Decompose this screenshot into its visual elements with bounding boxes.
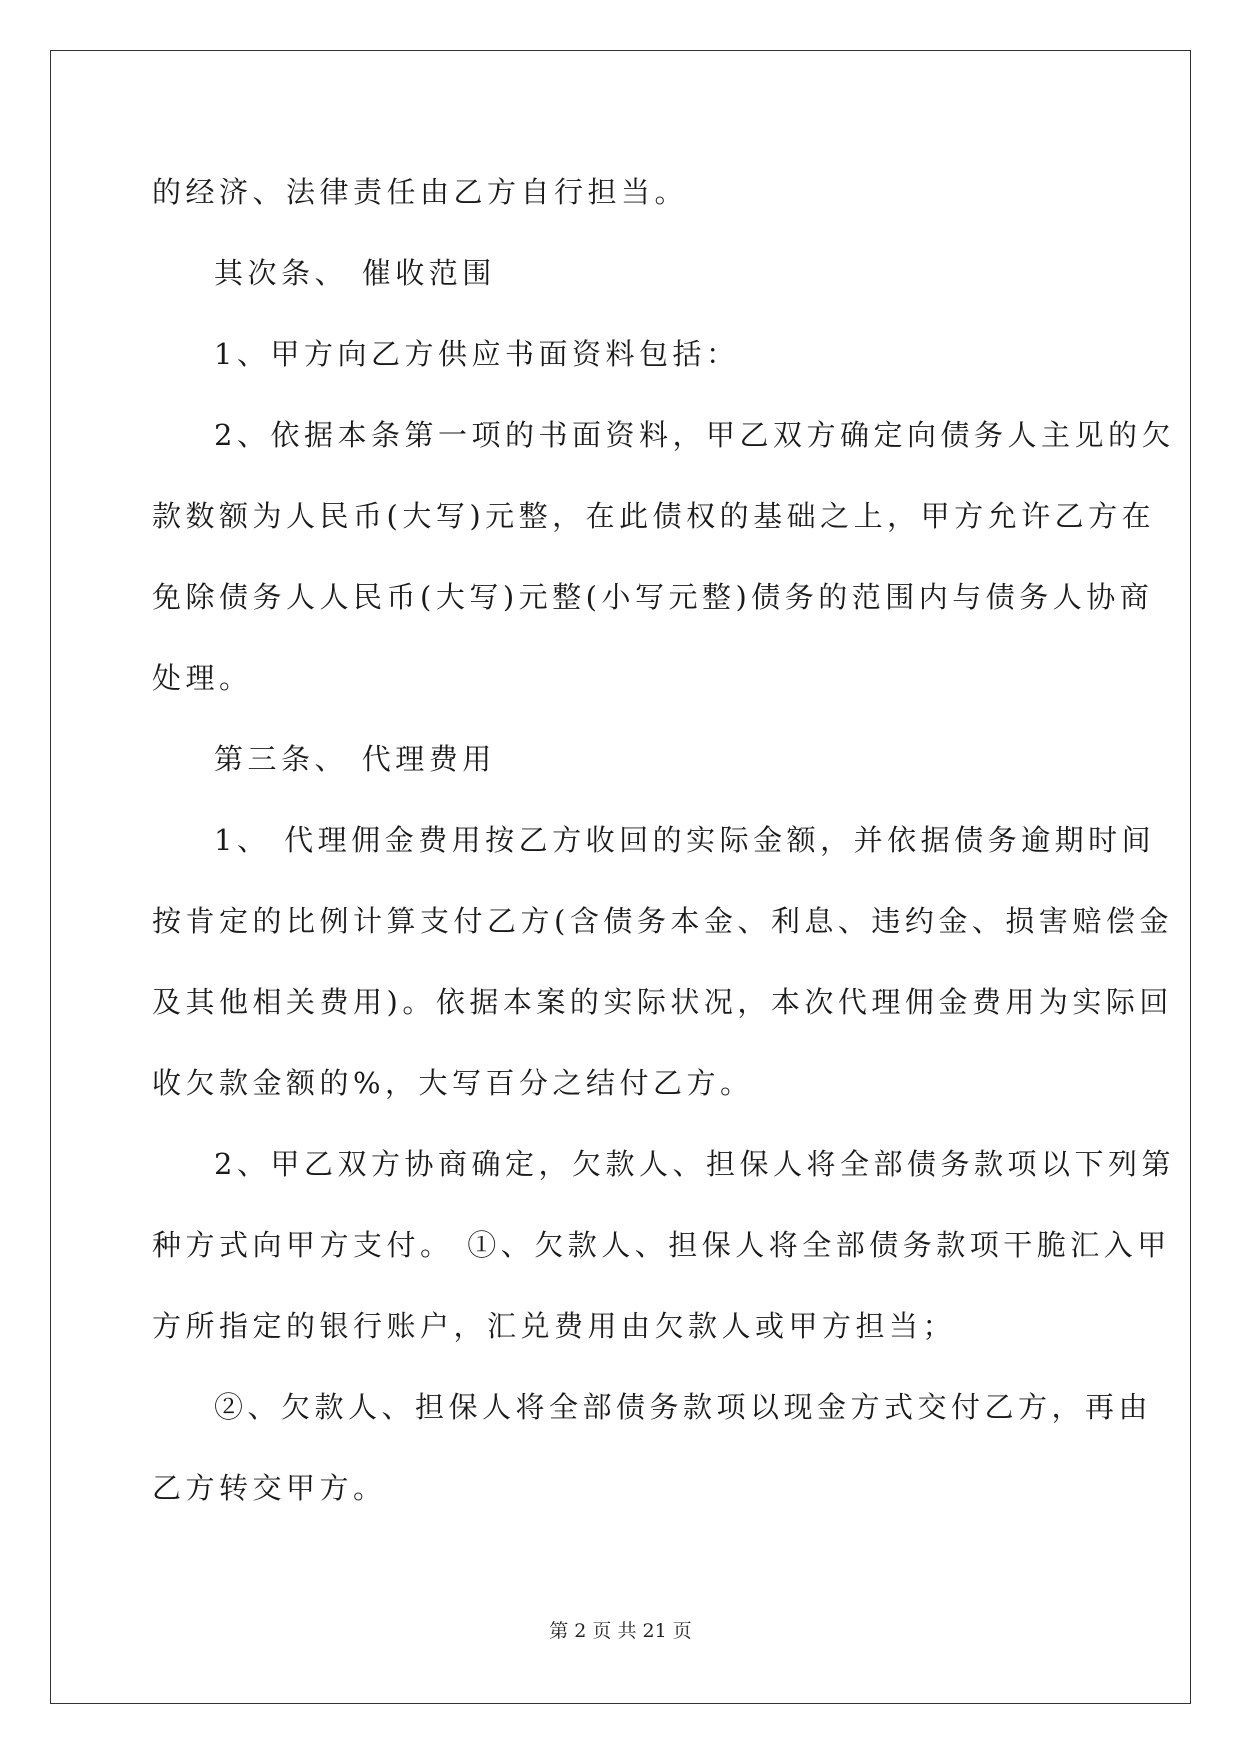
text-line: 种方式向甲方支付。 ①、欠款人、担保人将全部债务款项干脆汇入甲 [152, 1228, 1171, 1262]
page-number-footer: 第 2 页 共 21 页 [549, 1620, 692, 1642]
section-heading: 第三条、 代理费用 [214, 742, 496, 776]
text-line: 1、甲方向乙方供应书面资料包括： [214, 337, 740, 371]
text-line: 2、甲乙双方协商确定，欠款人、担保人将全部债务款项以下列第 [214, 1147, 1175, 1181]
document-body [152, 152, 1175, 1529]
text-line: 乙方转交甲方。 [152, 1471, 387, 1505]
text-line: 款数额为人民币(大写)元整，在此债权的基础之上，甲方允许乙方在 [152, 499, 1156, 533]
text-line: 处理。 [152, 661, 253, 695]
section-heading: 其次条、 催收范围 [214, 256, 496, 290]
text-line: 按肯定的比例计算支付乙方(含债务本金、利息、违约金、损害赔偿金 [152, 904, 1173, 938]
text-line: 的经济、法律责任由乙方自行担当。 [152, 175, 689, 209]
text-line: 方所指定的银行账户，汇兑费用由欠款人或甲方担当； [152, 1309, 957, 1343]
text-line: 及其他相关费用)。依据本案的实际状况，本次代理佣金费用为实际回 [152, 985, 1173, 1019]
text-line: ②、欠款人、担保人将全部债务款项以现金方式交付乙方，再由 [214, 1390, 1153, 1424]
text-line: 2、依据本条第一项的书面资料，甲乙双方确定向债务人主见的欠 [214, 418, 1175, 452]
text-line: 1、 代理佣金费用按乙方收回的实际金额，并依据债务逾期时间 [214, 823, 1156, 857]
text-line: 收欠款金额的%，大写百分之结付乙方。 [152, 1066, 754, 1100]
text-line: 免除债务人人民币(大写)元整(小写元整)债务的范围内与债务人协商 [152, 580, 1154, 614]
